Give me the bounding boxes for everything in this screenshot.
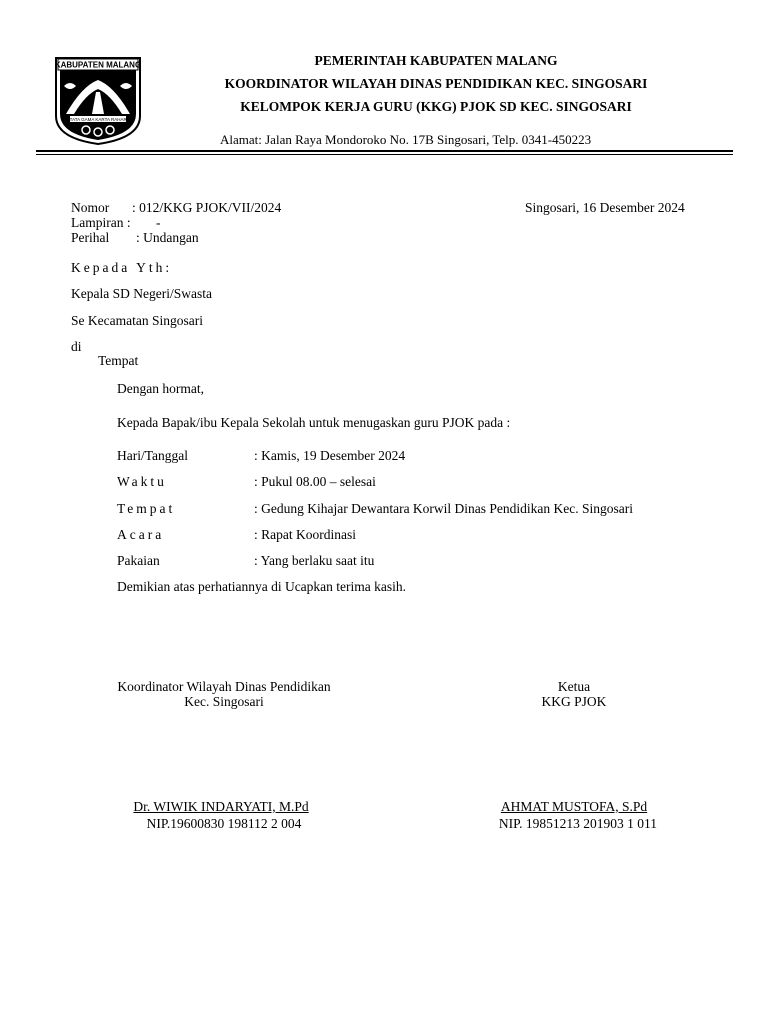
detail-label-attire: Pakaian <box>117 553 160 568</box>
sig-right-title2: KKG PJOK <box>541 694 607 709</box>
detail-value-time: : Pukul 08.00 – selesai <box>254 474 376 489</box>
svg-text:KABUPATEN MALANG: KABUPATEN MALANG <box>54 60 142 70</box>
header-line-coordinator: KOORDINATOR WILAYAH DINAS PENDIDIKAN KEC. SINGOSARI <box>224 76 648 91</box>
perihal-value: : Undangan <box>136 230 199 245</box>
nomor-label: Nomor <box>71 200 110 215</box>
place-date: Singosari, 16 Desember 2024 <box>525 200 685 215</box>
perihal-label: Perihal <box>71 230 110 245</box>
sig-right-nip: NIP. 19851213 201903 1 011 <box>498 816 658 831</box>
recipient-line1: Kepala SD Negeri/Swasta <box>71 286 212 301</box>
closing-paragraph: Demikian atas perhatiannya di Ucapkan terima kasih. <box>117 579 407 594</box>
recipient-tempat: Tempat <box>98 353 139 368</box>
kepada-yth: Kepada Yth: <box>71 260 173 275</box>
header-address: Alamat: Jalan Raya Mondoroko No. 17B Singosari, Telp. 0341-450223 <box>220 132 592 147</box>
sig-right-title1: Ketua <box>557 679 591 694</box>
header-rule-thick <box>36 150 733 152</box>
sig-left-name: Dr. WIWIK INDARYATI, M.Pd <box>133 799 309 814</box>
intro-paragraph: Kepada Bapak/ibu Kepala Sekolah untuk menugaskan guru PJOK pada : <box>117 415 511 430</box>
sig-left-title2: Kec. Singosari <box>184 694 264 709</box>
header-rule-thin <box>36 154 733 155</box>
detail-value-place: : Gedung Kihajar Dewantara Korwil Dinas Pendidikan Kec. Singosari <box>254 501 634 516</box>
detail-label-date: Hari/Tanggal <box>117 448 189 463</box>
detail-label-time: Waktu <box>117 474 167 489</box>
detail-value-attire: : Yang berlaku saat itu <box>254 553 375 568</box>
sig-left-nip: NIP.19600830 198112 2 004 <box>146 816 302 831</box>
greeting: Dengan hormat, <box>117 381 204 396</box>
detail-label-place: Tempat <box>117 501 176 516</box>
detail-value-date: : Kamis, 19 Desember 2024 <box>254 448 406 463</box>
sig-left-title1: Koordinator Wilayah Dinas Pendidikan <box>117 679 331 694</box>
header-line-government: PEMERINTAH KABUPATEN MALANG <box>314 53 558 68</box>
recipient-line2: Se Kecamatan Singosari <box>71 313 203 328</box>
sig-right-name: AHMAT MUSTOFA, S.Pd <box>500 799 648 814</box>
recipient-di: di <box>71 339 82 354</box>
lampiran-value: - <box>156 215 161 230</box>
svg-text:SATATA GAMA KARTA RAHARJA: SATATA GAMA KARTA RAHARJA <box>63 117 133 123</box>
lampiran-label: Lampiran : <box>71 215 131 230</box>
detail-label-agenda: Acara <box>117 527 165 542</box>
header-line-kkg: KELOMPOK KERJA GURU (KKG) PJOK SD KEC. SINGOSARI <box>240 99 632 114</box>
nomor-value: : 012/KKG PJOK/VII/2024 <box>132 200 282 215</box>
detail-value-agenda: : Rapat Koordinasi <box>254 527 356 542</box>
